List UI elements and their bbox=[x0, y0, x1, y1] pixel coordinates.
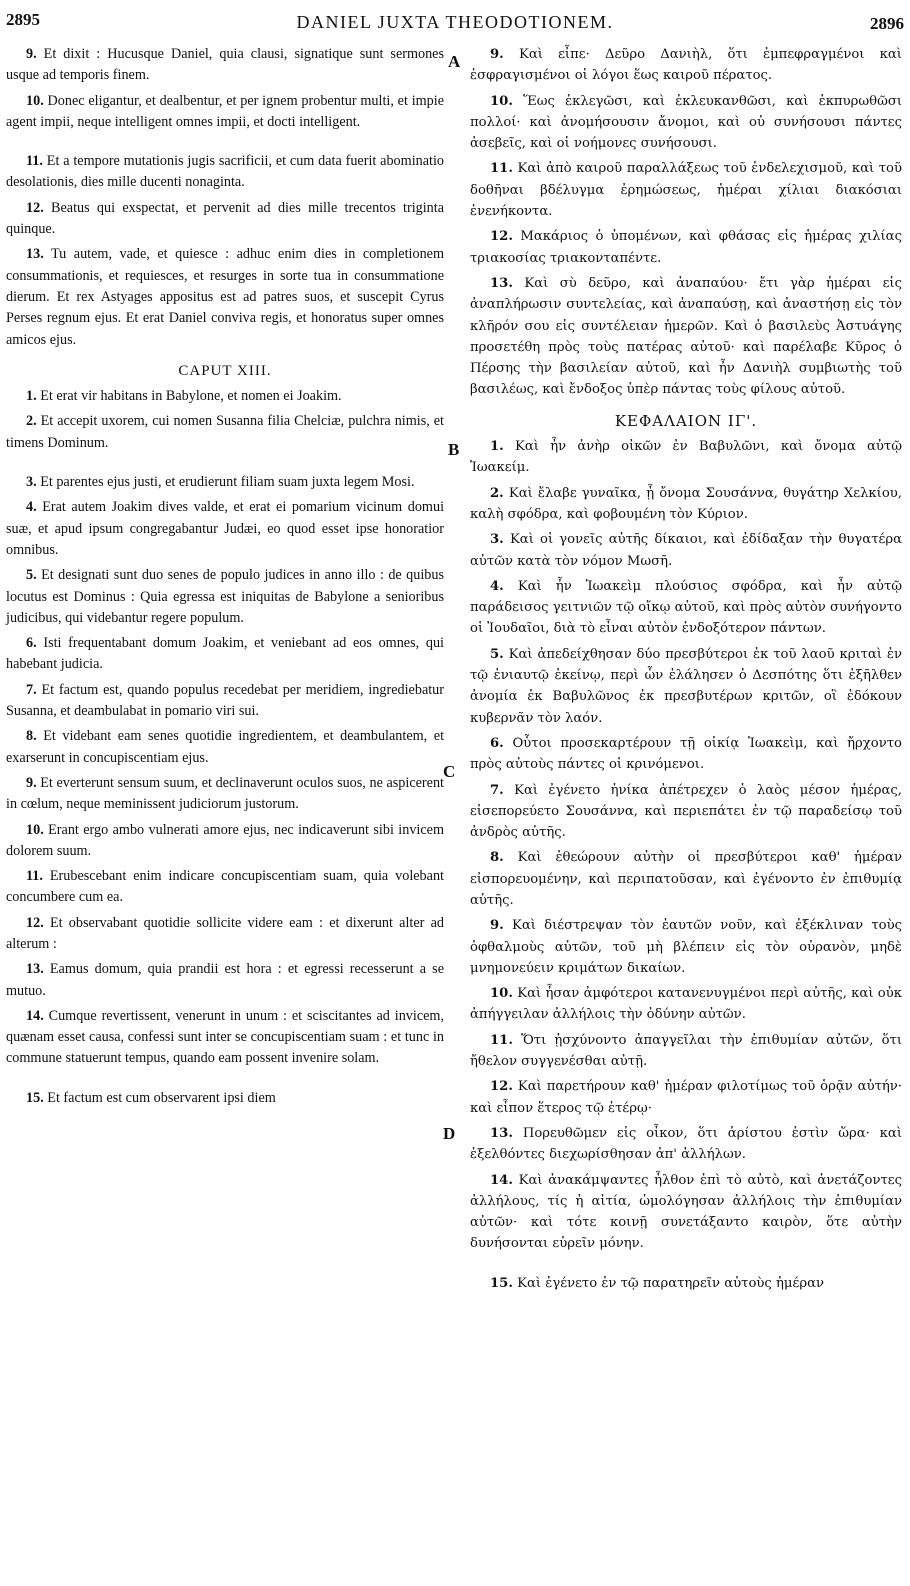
running-title: DANIEL JUXTA THEODOTIONEM. bbox=[296, 12, 614, 32]
verse-number: 11. bbox=[490, 161, 513, 177]
verse-number: 5. bbox=[490, 646, 504, 662]
verse-text: Cumque revertissent, venerunt in unum : et sciscitantes ad invicem, quænam esset causa, confessi sunt inter se concupiscentiam suam : et tunc in commune statuerunt tempus, quando eam possent invenire solam. bbox=[6, 1007, 444, 1067]
verse-number: 5. bbox=[26, 567, 37, 584]
verse bbox=[470, 1273, 902, 1294]
verse-number: 10. bbox=[490, 93, 513, 109]
verse-number: 13. bbox=[26, 246, 44, 263]
verse-text: Ἕως ἐκλεγῶσι, καὶ ἐκλευκανθῶσι, καὶ ἐκπυρωθῶσι πολλοί· καὶ ἀνομήσουσιν ἄνομοι, καὶ οὐ συνήσουσι πάντες ἀσεβεῖς, καὶ οἱ νοήμονες συνήσουσι. bbox=[470, 93, 902, 152]
verse bbox=[470, 1076, 902, 1119]
running-header bbox=[0, 6, 910, 36]
verse bbox=[6, 198, 444, 241]
verse-text: Et erat vir habitans in Babylone, et nomen ei Joakim. bbox=[40, 388, 342, 405]
verse bbox=[6, 773, 444, 816]
verse bbox=[6, 91, 444, 134]
verse-text: Καὶ ἐγένετο ἐν τῷ παρατηρεῖν αὐτοὺς ἡμέραν bbox=[517, 1275, 824, 1291]
verse-text: Καὶ παρετήρουν καθ' ἡμέραν φιλοτίμως τοῦ ὁρᾷν αὐτήν· καὶ εἶπον ἕτερος τῷ ἑτέρῳ· bbox=[470, 1079, 902, 1116]
verse bbox=[470, 158, 902, 222]
verse-number: 13. bbox=[26, 961, 44, 978]
verse-number: 12. bbox=[26, 914, 44, 931]
verse bbox=[470, 983, 902, 1026]
verse-number: 14. bbox=[490, 1172, 513, 1188]
verse bbox=[6, 959, 444, 1002]
verse-number: 1. bbox=[490, 439, 504, 455]
verse-text: Eamus domum, quia prandii est hora : et egressi recesserunt a se mutuo. bbox=[6, 961, 444, 999]
verse-number: 6. bbox=[490, 735, 504, 751]
verse-text: Καὶ διέστρεψαν τὸν ἑαυτῶν νοῦν, καὶ ἐξέκλιναν τοὺς ὀφθαλμοὺς αὐτῶν, τοῦ μὴ βλέπειν εἰς τὸν οὐρανὸν, μηδὲ μνημονεύειν κριμάτων δικαίων. bbox=[470, 918, 902, 976]
verse-text: Καὶ ἦν ἀνὴρ οἰκῶν ἐν Βαβυλῶνι, καὶ ὄνομα αὐτῷ Ἰωακείμ. bbox=[470, 439, 902, 476]
verse-text: Καὶ σὺ δεῦρο, καὶ ἀναπαύου· ἔτι γὰρ ἡμέραι εἰς ἀναπλήρωσιν συντελείας, καὶ ἀναπαύσῃ, καὶ ἀναστήσῃ εἰς τὸν κλῆρόν σου εἰς συντέλειαν ἡμερῶν. Καὶ ὁ βασιλεὺς Ἀστυάγης προσετέθη πρὸς τοὺς πατέρας αὐτοῦ· καὶ παρέλαβε Κῦρος ὁ Πέρσης τὴν βασιλείαν αὐτοῦ, καὶ ἦν Δανιὴλ συμβιωτὴς τοῦ βασιλέως, καὶ ἔνδοξος ὑπὲρ πάντας τοὺς φίλους αὐτοῦ. bbox=[470, 275, 902, 398]
verse-text: Erant ergo ambo vulnerati amore ejus, nec indicaverunt sibi invicem dolorem suum. bbox=[6, 821, 444, 859]
page-number-right: 2896 bbox=[870, 14, 904, 33]
verse-number: 2. bbox=[490, 485, 504, 501]
verse-number: 8. bbox=[26, 728, 37, 745]
verse bbox=[6, 1006, 444, 1070]
verse bbox=[6, 726, 444, 769]
verse bbox=[6, 820, 444, 863]
verse bbox=[6, 44, 444, 87]
verse-text: Erat autem Joakim dives valde, et erat ei pomarium vicinum domui suæ, et apud ipsum congregabantur Judæi, eo quod esset ipse honoratior omnibus. bbox=[6, 499, 445, 558]
verse bbox=[6, 497, 444, 561]
verse bbox=[6, 1088, 444, 1109]
verse-text: Πορευθῶμεν εἰς οἶκον, ὅτι ἀρίστου ἐστὶν ὥρα· καὶ ἐξελθόντες διεχωρίσθησαν ἀπ' ἀλλήλων. bbox=[470, 1125, 903, 1163]
verse-number: 10. bbox=[26, 821, 44, 838]
verse-number: 3. bbox=[26, 474, 37, 491]
verse bbox=[470, 780, 902, 844]
margin-marker-d: D bbox=[443, 1124, 456, 1143]
verse-text: Et factum est cum observarent ipsi diem bbox=[47, 1089, 276, 1106]
verse-text: Et videbant eam senes quotidie ingredientem, et deambulantem, et exarserunt in concupiscentiam ejus. bbox=[6, 728, 445, 766]
verse-number: 10. bbox=[26, 92, 44, 109]
chapter-heading: CAPUT XIII. bbox=[178, 362, 272, 379]
verse bbox=[6, 244, 444, 350]
verse bbox=[470, 1030, 902, 1073]
greek-column bbox=[470, 44, 902, 1580]
verse bbox=[470, 847, 902, 911]
margin-marker-a: A bbox=[448, 52, 461, 71]
verse bbox=[470, 1123, 902, 1166]
verse-text: Ὅτι ᾐσχύνοντο ἀπαγγεῖλαι τὴν ἐπιθυμίαν αὐτῶν, ὅτι ἤθελον συγγενέσθαι αὐτῇ. bbox=[470, 1032, 902, 1070]
verse-number: 9. bbox=[490, 918, 504, 934]
verse-text: Καὶ ἦσαν ἀμφότεροι κατανενυγμένοι περὶ αὐτῆς, καὶ οὐκ ἀπήγγειλαν ἀλλήλοις τὴν ὀδύνην αὐτῶν. bbox=[470, 986, 902, 1023]
verse-number: 9. bbox=[26, 774, 37, 791]
verse-text: Et factum est, quando populus recedebat per meridiem, ingrediebatur Susanna, et deambulabat in pomario viri sui. bbox=[6, 681, 445, 720]
verse-number: 6. bbox=[26, 635, 37, 652]
verse bbox=[470, 1170, 902, 1255]
verse-text: Καὶ εἶπε· Δεῦρο Δανιὴλ, ὅτι ἐμπεφραγμένοι καὶ ἐσφραγισμένοι οἱ λόγοι ἕως καιροῦ πέρατος. bbox=[470, 47, 902, 84]
verse bbox=[470, 644, 902, 729]
verse-text: Καὶ ἀνακάμψαντες ἦλθον ἐπὶ τὸ αὐτὸ, καὶ ἀνετάζοντες ἀλλήλους, τίς ἡ αἰτία, ὡμολόγησαν ἀλλήλοις τὴν ἐπιθυμίαν αὐτῶν· καὶ τότε κοινῇ συνετάξαντο καιρὸν, ὅτε αὐτὴν δυνήσονται εὑρεῖν μόνην. bbox=[470, 1172, 902, 1252]
verse bbox=[6, 411, 444, 454]
verse-number: 9. bbox=[490, 47, 504, 62]
verse-text: Et dixit : Hucusque Daniel, quia clausi, signatique sunt sermones usque ad temporis finem. bbox=[6, 46, 445, 84]
verse bbox=[470, 483, 902, 526]
verse-text: Beatus qui exspectat, et pervenit ad dies mille trecentos triginta quinque. bbox=[6, 199, 444, 238]
verse-text: Et parentes ejus justi, et erudierunt filiam suam juxta legem Mosi. bbox=[40, 474, 415, 491]
verse-number: 10. bbox=[490, 986, 513, 1002]
verse-number: 4. bbox=[26, 499, 37, 516]
verse-number: 12. bbox=[490, 1079, 513, 1095]
verse bbox=[470, 91, 902, 155]
verse bbox=[470, 733, 902, 776]
verse bbox=[6, 386, 444, 407]
verse-number: 11. bbox=[490, 1032, 513, 1048]
verse bbox=[470, 915, 902, 979]
verse-number: 12. bbox=[490, 229, 513, 245]
verse-number: 9. bbox=[26, 46, 37, 62]
verse-text: Isti frequentabant domum Joakim, et veniebant ad eos omnes, qui habebant judicia. bbox=[6, 635, 444, 673]
verse-number: 7. bbox=[26, 681, 37, 698]
verse-text: Donec eligantur, et dealbentur, et per ignem probentur multi, et impie agent impii, neque intelligent omnes impii, et docti intelligent. bbox=[6, 92, 445, 130]
latin-column bbox=[6, 44, 444, 1580]
verse-number: 8. bbox=[490, 850, 504, 866]
verse-number: 2. bbox=[26, 413, 37, 430]
verse-number: 3. bbox=[490, 532, 504, 548]
verse bbox=[470, 436, 902, 479]
margin-marker-c: C bbox=[443, 762, 456, 781]
verse bbox=[470, 226, 902, 269]
verse-text: Et observabant quotidie sollicite videre eam : et dixerunt alter ad alterum : bbox=[6, 914, 445, 952]
verse-text: Et designati sunt duo senes de populo judices in anno illo : de quibus locutus est Dominus : Quia egressa est iniquitas de Babylone a senioribus judicibus, qui videbantur regere populum. bbox=[6, 567, 445, 626]
verse-text: Καὶ ἦν Ἰωακεὶμ πλούσιος σφόδρα, καὶ ἦν αὐτῷ παράδεισος γειτνιῶν τῷ οἴκῳ αὐτοῦ, καὶ πρὸς αὐτὸν συνήγοντο οἱ Ἰουδαῖοι, διὰ τὸ εἶναι αὐτὸν ἐνδοξότερον πάντων. bbox=[470, 578, 902, 637]
verse-number: 11. bbox=[26, 868, 43, 885]
verse bbox=[6, 680, 444, 723]
verse-number: 15. bbox=[490, 1275, 513, 1291]
verse-number: 12. bbox=[26, 199, 44, 216]
margin-marker-b: B bbox=[448, 440, 460, 459]
verse-text: Καὶ ἀπεδείχθησαν δύο πρεσβύτεροι ἐκ τοῦ λαοῦ κριταὶ ἐν τῷ ἐνιαυτῷ ἐκείνῳ, περὶ ὧν ἐλάλησεν ὁ Δεσπότης ὅτι ἐξῆλθεν ἀνομία ἐκ Βαβυλῶνος ἐκ πρεσβυτέρων κριτῶν, οἳ ἐδόκουν κυβερνᾶν τὸν λαόν. bbox=[470, 646, 902, 726]
verse-number: 11. bbox=[26, 153, 43, 170]
verse-text: Erubescebant enim indicare concupiscentiam suam, quia volebant concumbere cum ea. bbox=[6, 868, 444, 906]
verse bbox=[6, 633, 444, 676]
verse-number: 4. bbox=[490, 578, 504, 594]
verse-text: Μακάριος ὁ ὑπομένων, καὶ φθάσας εἰς ἡμέρας χιλίας τριακοσίας τριακονταπέντε. bbox=[470, 229, 902, 266]
verse bbox=[6, 866, 444, 909]
verse-number: 15. bbox=[26, 1089, 44, 1106]
verse-text: Καὶ ἐθεώρουν αὐτὴν οἱ πρεσβύτεροι καθ' ἡμέραν εἰσπορευομένην, καὶ περιπατοῦσαν, καὶ ἐγένοντο ἐν ἐπιθυμίᾳ αὐτῆς. bbox=[470, 850, 902, 908]
page-number-left: 2895 bbox=[6, 10, 40, 29]
verse-text: Οὗτοι προσεκαρτέρουν τῇ οἰκίᾳ Ἰωακεὶμ, καὶ ἤρχοντο πρὸς αὐτοὺς πάντες οἱ κρινόμενοι. bbox=[470, 735, 902, 773]
verse-number: 13. bbox=[490, 1125, 513, 1141]
verse-number: 1. bbox=[26, 388, 37, 405]
verse-text: Καὶ οἱ γονεῖς αὐτῆς δίκαιοι, καὶ ἐδίδαξαν τὴν θυγατέρα αὐτῶν κατὰ τὸν νόμον Μωσῆ. bbox=[470, 532, 902, 569]
verse bbox=[470, 273, 902, 401]
verse bbox=[470, 576, 902, 640]
verse-text: Et accepit uxorem, cui nomen Susanna filia Chelciæ, pulchra nimis, et timens Dominum. bbox=[6, 413, 444, 451]
verse bbox=[6, 472, 444, 493]
verse bbox=[6, 151, 444, 194]
verse-text: Καὶ ἐγένετο ἡνίκα ἀπέτρεχεν ὁ λαὸς μέσον ἡμέρας, εἰσεπορεύετο Σουσάννα, καὶ περιεπάτει ἐν τῷ παραδείσῳ τοῦ ἀνδρὸς αὐτῆς. bbox=[470, 782, 902, 841]
verse-text: Et a tempore mutationis jugis sacrificii, et cum data fuerit abominatio desolationis, dies mille ducenti nonaginta. bbox=[6, 153, 444, 191]
verse-number: 13. bbox=[490, 275, 513, 291]
verse bbox=[470, 529, 902, 572]
verse-number: 7. bbox=[490, 782, 504, 798]
verse-number: 14. bbox=[26, 1007, 44, 1024]
chapter-heading: ΚΕΦΑΛΑΙΟΝ ΙΓ'. bbox=[614, 411, 758, 430]
verse-text: Καὶ ἔλαβε γυναῖκα, ᾗ ὄνομα Σουσάννα, θυγάτηρ Χελκίου, καλὴ σφόδρα, καὶ φοβουμένη τὸν Κύριον. bbox=[470, 485, 902, 522]
verse-text: Et everterunt sensum suum, et declinaverunt oculos suos, ne aspicerent in cœlum, neque meminissent judiciorum justorum. bbox=[6, 774, 444, 813]
verse bbox=[470, 44, 902, 87]
verse bbox=[6, 565, 444, 629]
verse bbox=[6, 913, 444, 956]
verse-text: Tu autem, vade, et quiesce : adhuc enim dies in completionem consummationis, et requiesces, et resurges in sorte tua in consummatione dierum. Et rex Astyages appositus est ad patres suos, et suscepit Cyrus Perses regnum ejus. Et erat Daniel conviva regis, et honoratus super omnes amicos ejus. bbox=[6, 246, 444, 348]
verse-text: Καὶ ἀπὸ καιροῦ παραλλάξεως τοῦ ἐνδελεχισμοῦ, καὶ τοῦ δοθῆναι βδέλυγμα ἐρημώσεως, ἡμέραι χίλιαι διακόσιαι ἐνενήκοντα. bbox=[470, 161, 902, 220]
